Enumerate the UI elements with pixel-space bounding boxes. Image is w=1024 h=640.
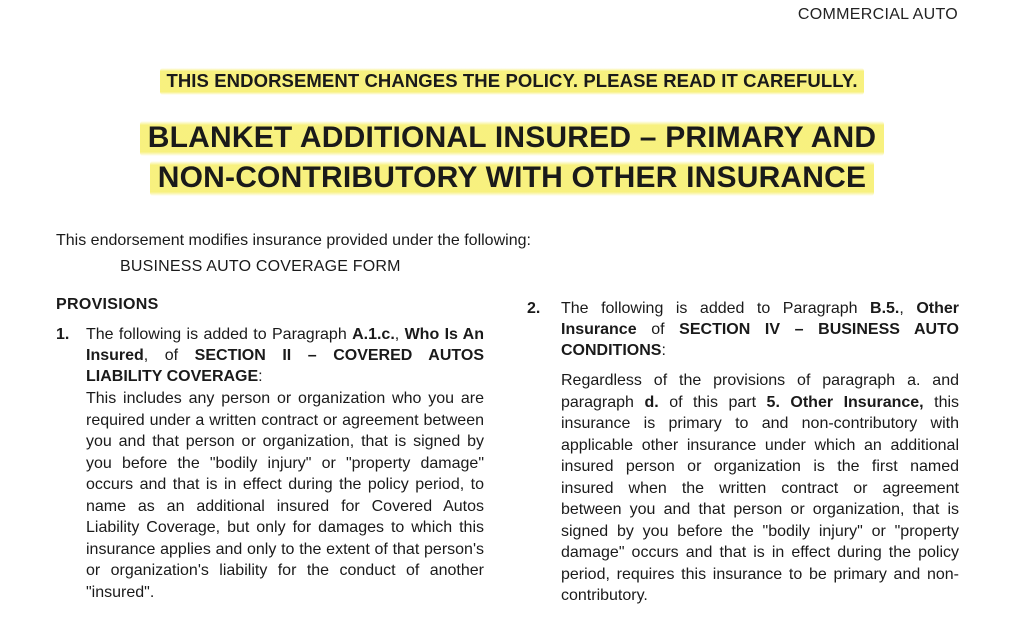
item-1-number: 1. [56, 326, 70, 343]
item-2-heading: The following is added to Paragraph B.5., Other Insurance of SECTION IV – BUSINESS AUTO CONDITIONS: [561, 300, 960, 359]
item-1-body: This includes any person or organization who you are required under a written contract or agreement between you and that person or organization, that is signed by you before the "bodily injury" or "property damage" occurs and that is in effect during the policy period, to name as an additional insured for Covered Autos Liability Coverage, but only for damages to which this insurance applies and only to the extent of that person's or organization's liability for the conduct of another "insured". [86, 390, 484, 601]
item-1-heading: The following is added to Paragraph A.1.c., Who Is An Insured, of SECTION II – COVERED AUTOS LIABILITY COVERAGE: [86, 326, 485, 385]
endorsement-notice [0, 70, 1024, 92]
item-2-body: Regardless of the provisions of paragraph a. and paragraph d. of this part 5. Other Insurance, this insurance is primary to and non-contributory with applicable other insurance under which an additional insured person or organization is the first named insured when the written contract or agreement between you and that person or organization, that is signed by you before the "bodily injury" or "property damage" occurs and that is in effect during the policy period, requires this insurance to be primary and non-contributory. [561, 372, 960, 604]
notice-text: THIS ENDORSEMENT CHANGES THE POLICY. PLEASE READ IT CAREFULLY. [160, 68, 863, 95]
title-line-1: BLANKET ADDITIONAL INSURED – PRIMARY AND [140, 121, 885, 156]
endorsement-title [0, 118, 1024, 198]
coverage-form-name: BUSINESS AUTO COVERAGE FORM [120, 258, 401, 275]
provisions-heading: PROVISIONS [56, 296, 159, 313]
title-line-2: NON-CONTRIBUTORY WITH OTHER INSURANCE [150, 161, 875, 196]
form-label: COMMERCIAL AUTO [797, 6, 958, 23]
item-2-number: 2. [527, 300, 541, 317]
modifies-statement: This endorsement modifies insurance provided under the following: [56, 232, 531, 249]
